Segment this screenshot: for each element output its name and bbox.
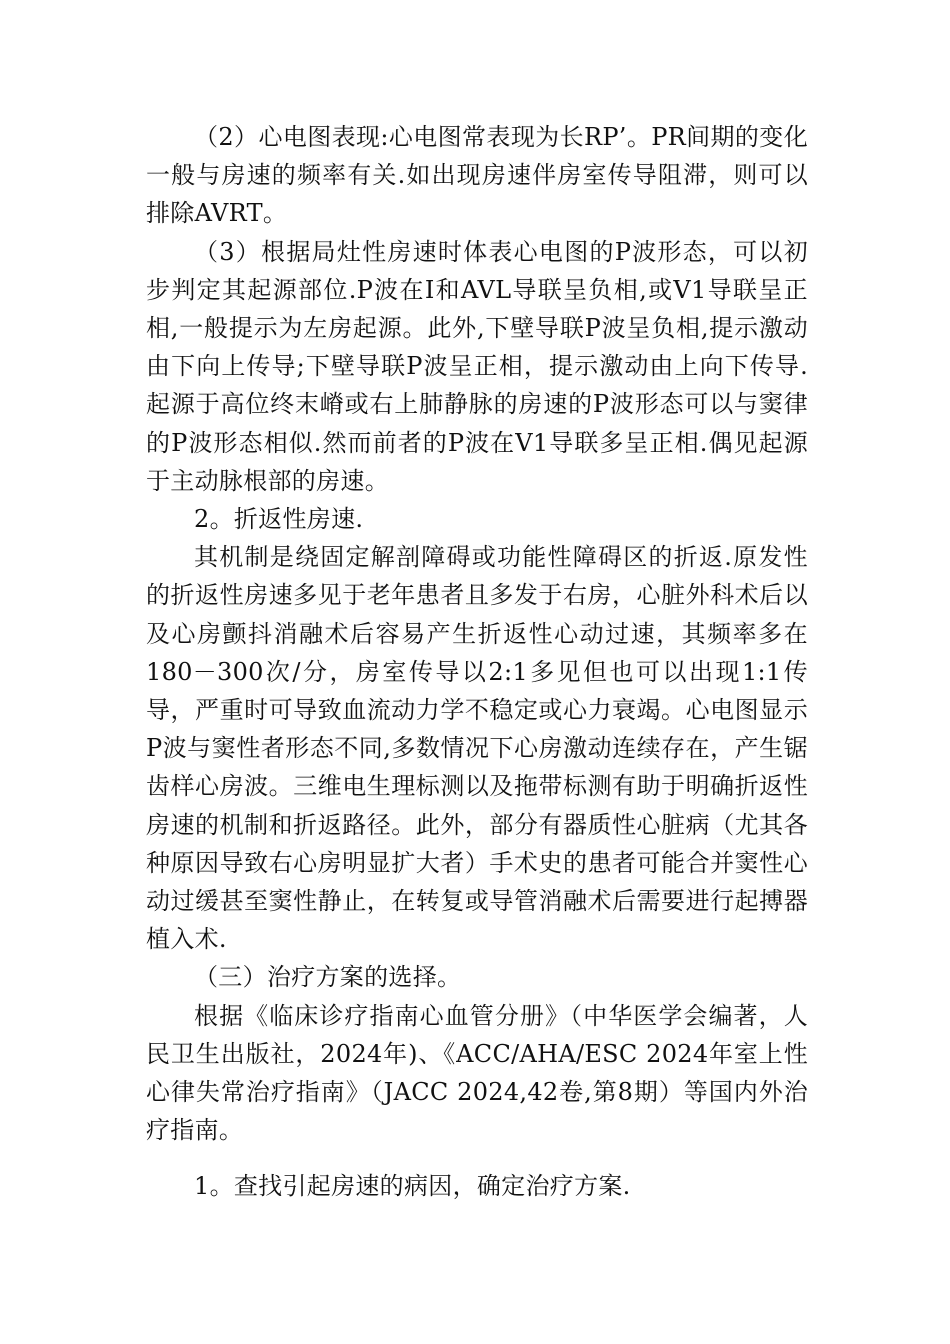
paragraph-p-wave-morphology: （3）根据局灶性房速时体表心电图的P波形态，可以初步判定其起源部位.P波在I和AVL导联呈负相,或V1导联呈正相,一般提示为左房起源。此外,下壁导联P波呈负相,提示激动由下向上传导;下壁导联P波呈正相，提示激动由上向下传导.起源于高位终末嵴或右上肺静脉的房速的P波形态可以与窦律的P波形态相似.然而前者的P波在V1导联多呈正相.偶见起源于主动脉根部的房速。 [146, 237, 808, 495]
paragraph-ecg-manifestation: （2）心电图表现:心电图常表现为长RP’。PR间期的变化一般与房速的频率有关.如出现房速伴房室传导阻滞，则可以排除AVRT。 [146, 123, 808, 228]
heading-treatment-selection: （三）治疗方案的选择。 [194, 963, 462, 992]
document-body [146, 118, 808, 1206]
paragraph-find-cause: 1。查找引起房速的病因，确定治疗方案. [194, 1172, 631, 1201]
paragraph-reentry-mechanism: 其机制是绕固定解剖障碍或功能性障碍区的折返.原发性的折返性房速多见于老年患者且多发于右房，心脏外科术后以及心房颤抖消融术后容易产生折返性心动过速，其频率多在180－300次/分，房室传导以2:1多见但也可以出现1:1传导，严重时可导致血流动力学不稳定或心力衰竭。心电图显示P波与窦性者形态不同,多数情况下心房激动连续存在，产生锯齿样心房波。三维电生理标测以及拖带标测有助于明确折返性房速的机制和折返路径。此外，部分有器质性心脏病（尤其各种原因导致右心房明显扩大者）手术史的患者可能合并窦性心动过缓甚至窦性静止，在转复或导管消融术后需要进行起搏器植入术. [146, 543, 808, 954]
heading-reentrant-atrial-tachycardia: 2。折返性房速. [194, 505, 364, 534]
paragraph-guidelines: 根据《临床诊疗指南心血管分册》（中华医学会编著，人民卫生出版社，2024年)、《ACC/AHA/ESC 2024年室上性心律失常治疗指南》（JACC 2024,42卷,第8期）等国内外治疗指南。 [146, 1001, 808, 1145]
